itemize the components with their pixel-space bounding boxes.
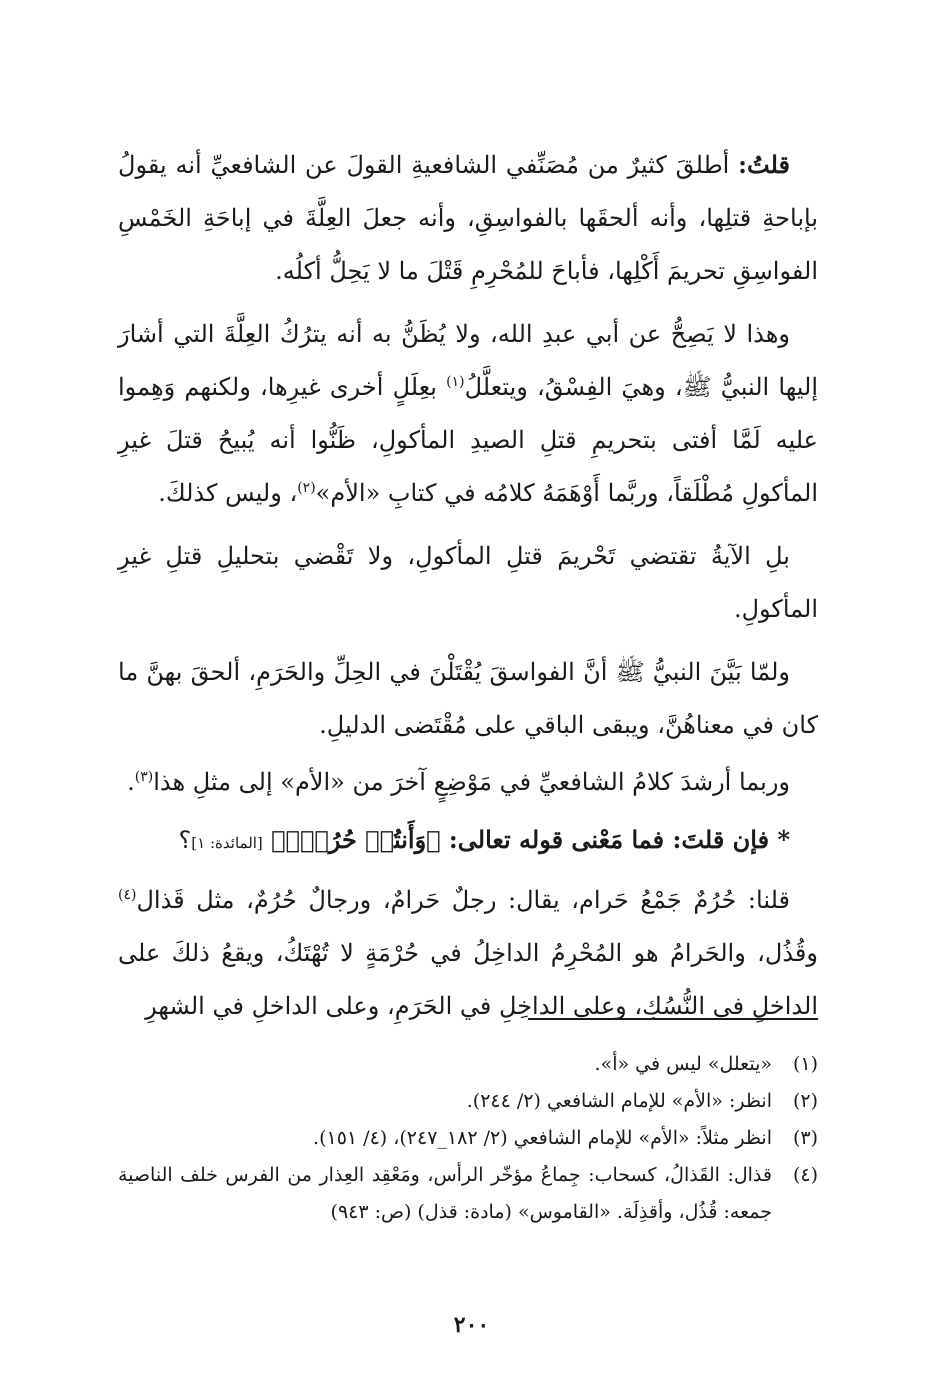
paragraph-3 xyxy=(118,530,818,636)
footnote-divider xyxy=(528,1018,818,1020)
footnotes xyxy=(118,1046,818,1231)
paragraph-end: . xyxy=(127,768,135,796)
paragraph-text: ، وليس كذلكَ. xyxy=(158,479,298,507)
paragraph-text: وقُذُل، والحَرامُ هو المُحْرِمُ الداخِلُ في حُرْمَةٍ لا تُهْتَكُ، ويقعُ ذلكَ على الداخلِ في النُّسُكِ، وعلى الداخِلِ في الحَرَمِ، وعلى الداخلِ في الشهرِ xyxy=(118,939,818,1020)
footnote-ref-4: (٤) xyxy=(118,887,137,903)
footnote-text: «يتعلل» ليس في «أ». xyxy=(594,1053,772,1075)
footnote-number: (٢) xyxy=(792,1090,818,1112)
verse-reference: [المائدة: ١] xyxy=(191,834,263,852)
paragraph-7 xyxy=(118,874,818,1033)
footnote-number: (٣) xyxy=(792,1127,818,1149)
footnote-text: قذال: القَذالُ، كسحاب: جِماعُ مؤخّر الرأس، ومَعْقِد العِذار من الفرس خلف الناصية جمعه: قُذُل، وأقذِلَة. «القاموس» (مادة: قذل) (ص: ٩٤٣) xyxy=(118,1164,772,1223)
footnote-4 xyxy=(118,1157,818,1231)
footnote-ref-1: (١) xyxy=(446,374,465,390)
footnote-text: انظر مثلاً: «الأم» للإمام الشافعي (٢/ ١٨٢_٢٤٧)، (٤/ ١٥١). xyxy=(313,1127,772,1149)
main-text xyxy=(118,138,818,1043)
paragraph-text: بلِ الآيةُ تقتضي تَحْريمَ قتلِ المأكولِ، ولا تَقْضي بتحليلِ قتلِ غيرِ المأكولِ. xyxy=(118,542,818,623)
footnote-3 xyxy=(118,1120,818,1157)
footnote-number: (٤) xyxy=(792,1164,818,1186)
page-number: ٢٠٠ xyxy=(453,1312,490,1338)
paragraph-5 xyxy=(118,756,818,809)
paragraph-2 xyxy=(118,308,818,520)
question-lead: * فإن قلتَ: فما مَعْنى قوله تعالى: xyxy=(448,825,790,854)
paragraph-1 xyxy=(118,138,818,298)
paragraph-text: وربما أرشدَ كلامُ الشافعيِّ في مَوْضِعٍ آخرَ من «الأم» إلى مثلِ هذا xyxy=(153,768,790,796)
footnote-text: انظر: «الأم» للإمام الشافعي (٢/ ٢٤٤). xyxy=(466,1090,772,1112)
quran-verse: ﴿وَأَنتُمۡ حُرُمٞۗ﴾ xyxy=(262,825,449,854)
paragraph-end: ؟ xyxy=(178,826,192,854)
paragraph-text: أطلقَ كثيرٌ من مُصَنِّفي الشافعيةِ القولَ عن الشافعيِّ أنه يقولُ بإباحةِ قتلِها، وأنه ألحقَها بالفواسِقِ، وأنه جعلَ العِلَّةَ في إباحَةِ الخَمْسِ الفواسِقِ تحريمَ أَكْلِها، فأباحَ للمُحْرِمِ قَتْلَ ما لا يَحِلُّ أكلُه. xyxy=(118,151,818,285)
footnote-ref-2: (٢) xyxy=(297,480,316,496)
paragraph-text: بعِلَلٍ أخرى غيرِها، ولكنهم وَهِموا عليه لَمَّا أفتى بتحريمِ قتلِ الصيدِ المأكولِ، ظَنُّوا أنه يُبيحُ قتلَ غيرِ المأكولِ مُطْلَقاً، وربَّما أَوْهَمَهُ كلامُه في كتابِ «الأم» xyxy=(118,373,818,507)
paragraph-text: وهذا لا يَصِحُّ عن أبي عبدِ الله، ولا يُظَنُّ به أنه يترُكُ العِلَّةَ التي أشارَ إليها النبيُّ ﷺ، وهيَ الفِسْقُ، ويتعلَّلُ xyxy=(118,320,818,401)
footnote-ref-3: (٣) xyxy=(134,769,154,785)
paragraph-text: قلنا: حُرُمٌ جَمْعُ حَرام، يقال: رجلٌ حَرامٌ، ورجالٌ حُرُمٌ، مثل قَذال xyxy=(136,886,790,914)
paragraph-4 xyxy=(118,646,818,752)
paragraph-text: ولمّا بَيَّنَ النبيُّ ﷺ أنَّ الفواسقَ يُقْتَلْنَ في الحِلِّ والحَرَمِ، ألحقَ بهنَّ ما كان في معناهُنَّ، ويبقى الباقي على مُقْتَضى الدليلِ. xyxy=(118,658,818,739)
footnote-2 xyxy=(118,1083,818,1120)
paragraph-lead: قلتُ: xyxy=(738,150,791,179)
paragraph-6 xyxy=(118,813,818,870)
footnote-1 xyxy=(118,1046,818,1083)
footnote-number: (١) xyxy=(792,1053,818,1075)
